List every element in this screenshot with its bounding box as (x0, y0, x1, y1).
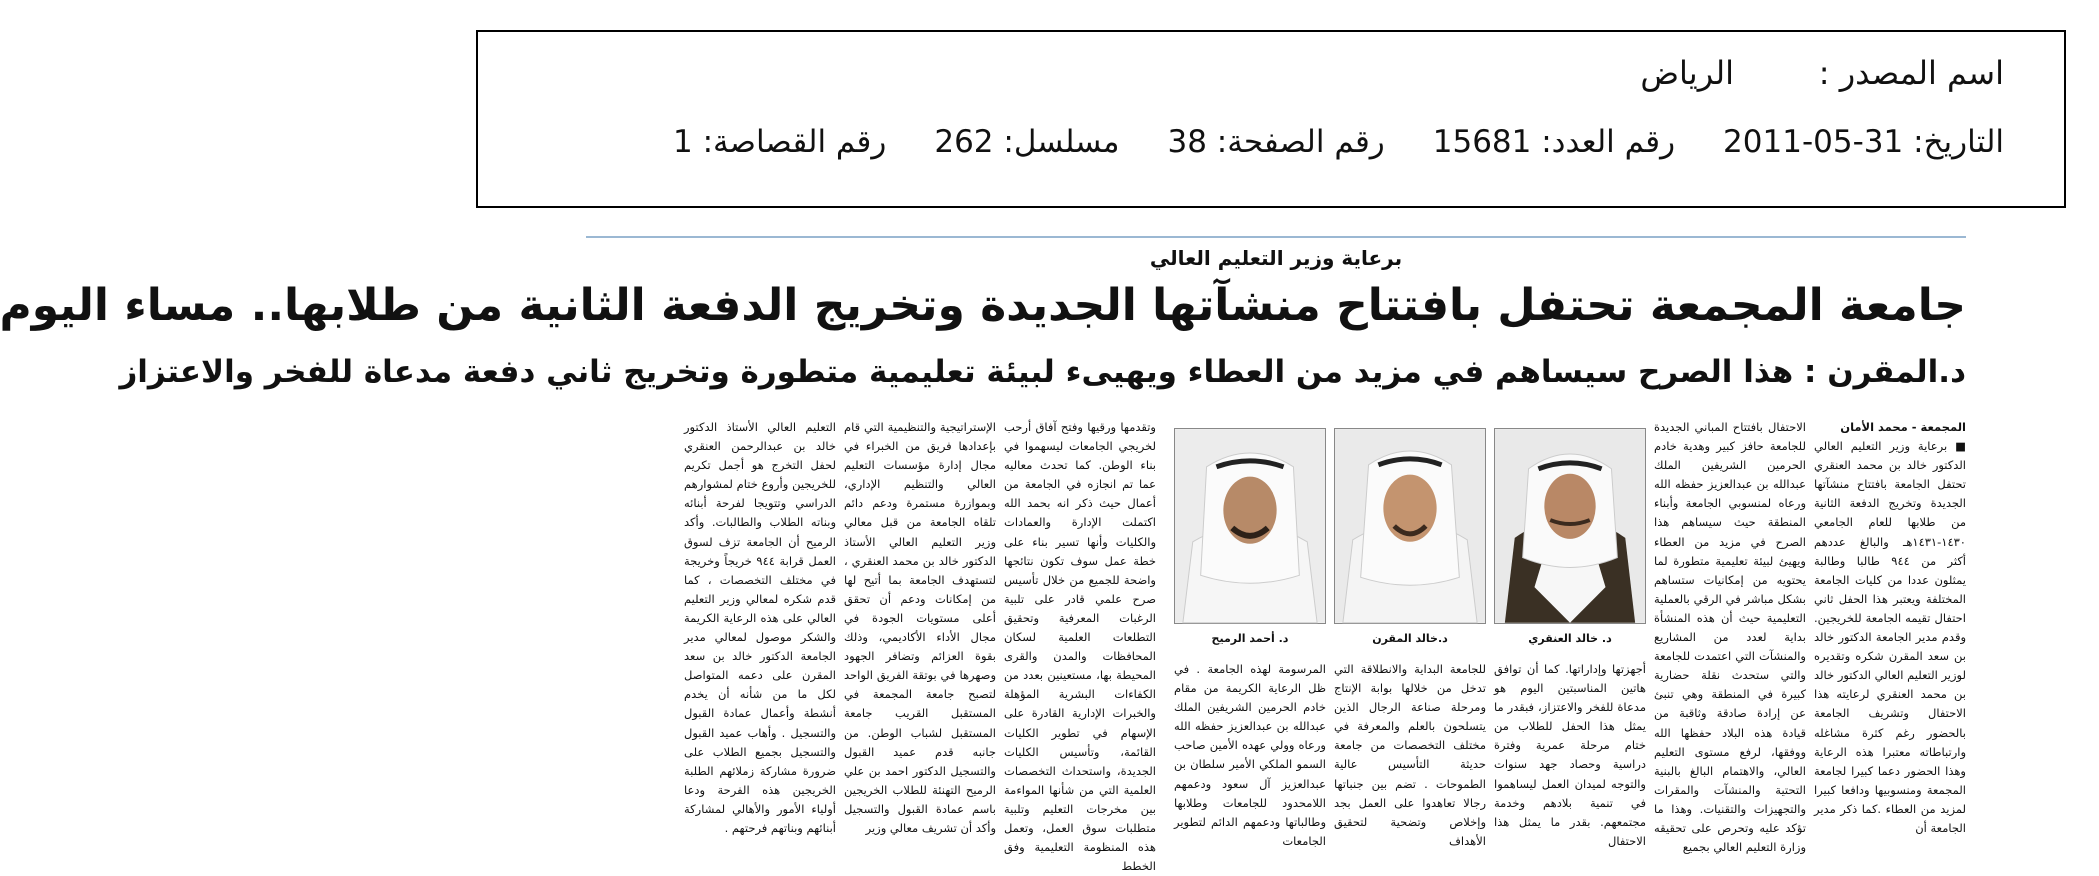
article-headline: جامعة المجمعة تحتفل بافتتاح منشآتها الجديدة وتخريج الدفعة الثانية من طلابها.. مساء اليوم (0, 280, 1966, 331)
page-field: رقم الصفحة: 38 (1167, 124, 1385, 160)
serial-field: مسلسل: 262 (934, 124, 1120, 160)
portrait-photo-rumaih (1174, 428, 1326, 624)
person-icon (1175, 429, 1325, 623)
clip-field: رقم القصاصة: 1 (673, 124, 887, 160)
column-text: للجامعة البداية والانطلاقة التي تدخل من خلالها بوابة الإنتاج ومرحلة صناعة الرجال الذين يتسلحون بالعلم والمعرفة في مختلف التخصصات من جامعة حديثة التأسيس عالية الطموحات . تضم بين جنباتها رجالا تعاهدوا على العمل بجد وإخلاص وتضحية لتحقيق الأهداف (1334, 662, 1486, 848)
person-icon (1335, 429, 1485, 623)
photo-caption: د.خالد المقرن (1372, 632, 1448, 645)
article-column-8 (684, 418, 836, 846)
column-text: التعليم العالي الأستاذ الدكتور خالد بن عبدالرحمن العنقري لحفل التخرج هو أجمل تكريم للخريجين وأروع ختام لمشوارهم الدراسي وتتويجا لفرحة أبنائه وبناته الطلاب والطالبات. وأكد الرميح أن الجامعة تزف لسوق العمل قرابة ٩٤٤ خريجاً وخريجة في مختلف التخصصات ، كما قدم شكره لمعالي وزير التعليم العالي على هذه الرعاية الكريمة والشكر موصول لمعالي مدير الجامعة الدكتور خالد بن سعد المقرن على دعمه المتواصل لكل ما من شأنه أن يخدم أنشطة وأعمال عمادة القبول والتسجيل . وأهاب عميد القبول والتسجيل بجميع الطلاب على ضرورة مشاركة زملائهم الطلبة الخريجين هذه الفرحة ودعا أولياء الأمور والأهالي لمشاركة أبنائهم وبناتهم فرحتهم . (684, 420, 836, 835)
portrait-photo-anqari (1494, 428, 1646, 624)
source-row (1640, 54, 2004, 92)
date-field: التاريخ: 31-05-2011 (1723, 124, 2004, 160)
source-info-box (476, 30, 2066, 208)
column-text: ■ برعاية وزير التعليم العالي الدكتور خالد بن محمد العنقري تحتفل الجامعة بافتتاح منشآتها الجديدة وتخريج الدفعة الثانية من طلابها للعام الجامعي ١٤٣٠-١٤٣١هـ والبالغ عددهم أكثر من ٩٤٤ طالبا وطالبة يمثلون عددا من كليات الجامعة المختلفة ويعتبر هذا الحفل ثاني احتفال تقيمه الجامعة للخريجين. وقدم مدير الجامعة الدكتور خالد بن سعد المقرن شكره وتقديره لوزير التعليم العالي الدكتور خالد بن محمد العنقري لرعايته هذا الاحتفال وتشريف الجامعة بالحضور رغم كثرة مشاغله وارتباطاته معتبرا هذه الرعاية وهذا الحضور دعما كبيرا لجامعة المجمعة ومنسوبيها ودافعا كبيرا لمزيد من العطاء .كما ذكر مدير الجامعة أن (1814, 439, 1966, 835)
column-text: أجهزتها وإداراتها. كما أن توافق هاتين المناسبتين اليوم هو مدعاة للفخر والاعتزاز، فبقدر ما يمثل هذا الحفل للطلاب من ختام مرحلة عمرية وفترة دراسية وحصاد جهد سنوات والتوجه لميدان العمل ليساهموا في تنمية بلادهم وخدمة مجتمعهم. بقدر ما يمثل هذا الاحتفال (1494, 662, 1646, 848)
photo-caption: د. خالد العنقري (1528, 632, 1612, 645)
source-label: اسم المصدر : (1818, 54, 2004, 92)
source-value: الرياض (1640, 54, 1734, 92)
issue-field: رقم العدد: 15681 (1432, 124, 1676, 160)
top-divider (586, 236, 1966, 238)
article-kicker: برعاية وزير التعليم العالي (1149, 246, 1403, 270)
meta-row (673, 124, 2004, 160)
article-byline: المجمعة - محمد الأمان (1840, 420, 1966, 434)
article-column-4 (1334, 660, 1486, 846)
column-text: الإستراتيجية والتنظيمية التي قام بإعدادها فريق من الخبراء في مجال إدارة مؤسسات التعليم العالي والتنظيم الإداري، وبموازرة مستمرة ودعم دائم تلقاه الجامعة من قبل معالي وزير التعليم العالي الأستاذ الدكتور خالد بن محمد العنقري ، لتستهدف الجامعة بما أتيح لها من إمكانات ودعم أن تحقق أعلى مستويات الجودة في مجال الأداء الأكاديمي، وذلك بقوة العزائم وتضافر الجهود وصهرها في بوتقة الفريق الواحد لتصبح جامعة المجمعة في المستقبل القريب جامعة المستقبل لشباب الوطن. من جانبه قدم عميد القبول والتسجيل الدكتور احمد بن علي الرميح التهنئة للطلاب الخريجين باسم عمادة القبول والتسجيل وأكد أن تشريف معالي وزير (844, 420, 996, 835)
person-icon (1495, 429, 1645, 623)
article-column-5 (1174, 660, 1326, 846)
article-column-6 (1004, 418, 1156, 874)
column-text: المرسومة لهذه الجامعة . في ظل الرعاية الكريمة من مقام خادم الحرمين الشريفين الملك عبدالله بن عبدالعزيز حفظه الله ورعاه وولي عهده الأمين صاحب السمو الملكي الأمير سلطان بن عبدالعزيز آل سعود ودعمهم اللامحدود للجامعات وطلابها وطالباتها ودعمهم الدائم لتطوير الجامعات (1174, 662, 1326, 848)
column-text: وتقدمها ورقيها وفتح آفاق أرحب لخريجي الجامعات ليسهموا في بناء الوطن. كما تحدث معاليه عما تم انجازه في الجامعة من أعمال حيث ذكر انه بحمد الله اكتملت الإدارة والعمادات والكليات وأنها تسير بناء على خطة عمل سوف تكون نتائجها واضحة للجميع من خلال تأسيس صرح علمي قادر على تلبية الرغبات المعرفية وتحقيق التطلعات العلمية لسكان المحافظات والمدن والقرى المحيطة بها، مستعينين بعدد من الكفاءات البشرية المؤهلة والخبرات الإدارية القادرة على الإسهام في تطوير الكليات القائمة، وتأسيس الكليات الجديدة، واستحداث التخصصات العلمية التي من شأنها المواءمة بين مخرجات التعليم وتلبية متطلبات سوق العمل، وتعمل هذه المنظومة التعليمية وفق الخطط (1004, 420, 1156, 874)
article-column-3 (1494, 660, 1646, 846)
portrait-photo-muqrin (1334, 428, 1486, 624)
article-subheadline: د.المقرن : هذا الصرح سيساهم في مزيد من العطاء ويهيىء لبيئة تعليمية متطورة وتخريج ثاني دفعة مدعاة للفخر والاعتزاز (119, 354, 1966, 390)
column-text: الاحتفال بافتتاح المباني الجديدة للجامعة حافز كبير وهدية خادم الحرمين الشريفين الملك عبدالله بن عبدالعزيز حفظه الله ورعاه لمنسوبي الجامعة وأبناء المنطقة حيث سيساهم هذا الصرح في مزيد من العطاء ويهيئ لبيئة تعليمية متطورة لما يحتويه من إمكانيات ستساهم بشكل مباشر في الرقي بالعملية التعليمية حيث أن هذه المنشأة بداية لعدد من المشاريع والمنشآت التي اعتمدت للجامعة والتي ستحدث نقلة حضارية كبيرة في المنطقة وهي تنبئ عن إرادة صادقة وثاقبة من قيادة هذه البلاد حفظها الله ووفقها، لرفع مستوى التعليم العالي، والاهتمام البالغ بالبنية التحتية والمنشآت والمقرات والتجهيزات والتقنيات. وهذا ما تؤكد عليه وتحرص على تحقيقه وزارة التعليم العالي بجميع (1654, 420, 1806, 855)
article-column-1 (1814, 418, 1966, 846)
photo-caption: د. أحمد الرميح (1211, 632, 1289, 645)
newspaper-clipping (0, 236, 1966, 874)
article-column-2 (1654, 418, 1806, 855)
article-column-7 (844, 418, 996, 846)
